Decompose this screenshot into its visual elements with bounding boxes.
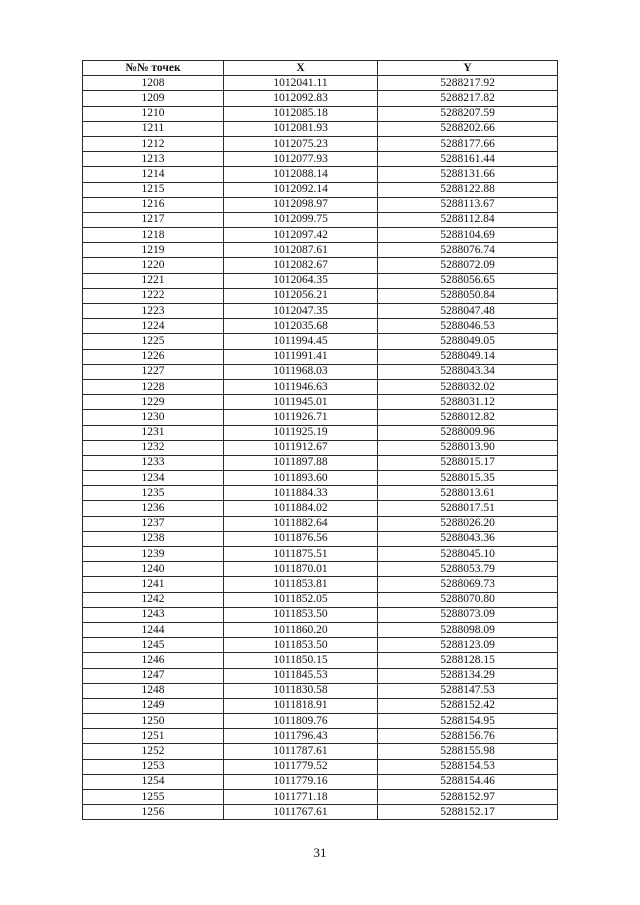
page-number: 31: [313, 845, 327, 860]
cell-x: 1012056.21: [224, 288, 378, 303]
cell-x: 1011945.01: [224, 395, 378, 410]
cell-point-number: 1230: [83, 410, 224, 425]
cell-y: 5288046.53: [378, 319, 558, 334]
table-header-row: [83, 61, 558, 76]
table-row: [83, 425, 558, 440]
cell-x: 1011809.76: [224, 714, 378, 729]
cell-point-number: 1213: [83, 152, 224, 167]
cell-y: 5288017.51: [378, 501, 558, 516]
table-row: [83, 106, 558, 121]
table-row: [83, 653, 558, 668]
table-row: [83, 334, 558, 349]
cell-point-number: 1249: [83, 698, 224, 713]
table-row: [83, 197, 558, 212]
cell-x: 1012098.97: [224, 197, 378, 212]
cell-x: 1011845.53: [224, 668, 378, 683]
cell-y: 5288045.10: [378, 547, 558, 562]
cell-point-number: 1239: [83, 547, 224, 562]
cell-x: 1012092.14: [224, 182, 378, 197]
table-row: [83, 288, 558, 303]
cell-x: 1011796.43: [224, 729, 378, 744]
cell-x: 1011925.19: [224, 425, 378, 440]
cell-point-number: 1250: [83, 714, 224, 729]
cell-x: 1011884.33: [224, 486, 378, 501]
cell-point-number: 1231: [83, 425, 224, 440]
table-row: [83, 683, 558, 698]
cell-x: 1012041.11: [224, 76, 378, 91]
table-row: [83, 167, 558, 182]
cell-point-number: 1253: [83, 759, 224, 774]
table-row: [83, 440, 558, 455]
cell-point-number: 1235: [83, 486, 224, 501]
cell-point-number: 1255: [83, 790, 224, 805]
cell-point-number: 1228: [83, 379, 224, 394]
cell-point-number: 1241: [83, 577, 224, 592]
cell-y: 5288047.48: [378, 304, 558, 319]
cell-x: 1011779.16: [224, 774, 378, 789]
cell-x: 1012085.18: [224, 106, 378, 121]
table-row: [83, 258, 558, 273]
cell-x: 1012097.42: [224, 228, 378, 243]
cell-point-number: 1212: [83, 136, 224, 151]
cell-point-number: 1238: [83, 531, 224, 546]
cell-y: 5288104.69: [378, 228, 558, 243]
cell-x: 1011853.50: [224, 638, 378, 653]
cell-y: 5288043.34: [378, 364, 558, 379]
cell-point-number: 1234: [83, 471, 224, 486]
cell-point-number: 1209: [83, 91, 224, 106]
cell-point-number: 1237: [83, 516, 224, 531]
table-row: [83, 592, 558, 607]
cell-point-number: 1242: [83, 592, 224, 607]
cell-point-number: 1248: [83, 683, 224, 698]
cell-x: 1011994.45: [224, 334, 378, 349]
cell-y: 5288207.59: [378, 106, 558, 121]
table-row: [83, 714, 558, 729]
cell-point-number: 1211: [83, 121, 224, 136]
cell-y: 5288131.66: [378, 167, 558, 182]
cell-point-number: 1225: [83, 334, 224, 349]
table-row: [83, 304, 558, 319]
table-row: [83, 410, 558, 425]
cell-y: 5288053.79: [378, 562, 558, 577]
table-row: [83, 212, 558, 227]
cell-y: 5288152.97: [378, 790, 558, 805]
cell-x: 1012077.93: [224, 152, 378, 167]
cell-y: 5288009.96: [378, 425, 558, 440]
cell-y: 5288217.92: [378, 76, 558, 91]
cell-point-number: 1256: [83, 805, 224, 820]
cell-x: 1011779.52: [224, 759, 378, 774]
cell-y: 5288013.61: [378, 486, 558, 501]
cell-y: 5288012.82: [378, 410, 558, 425]
cell-x: 1012035.68: [224, 319, 378, 334]
table-row: [83, 486, 558, 501]
table-row: [83, 319, 558, 334]
cell-point-number: 1243: [83, 607, 224, 622]
cell-point-number: 1232: [83, 440, 224, 455]
cell-y: 5288113.67: [378, 197, 558, 212]
cell-x: 1011860.20: [224, 622, 378, 637]
cell-y: 5288161.44: [378, 152, 558, 167]
cell-y: 5288050.84: [378, 288, 558, 303]
cell-x: 1011853.50: [224, 607, 378, 622]
table-row: [83, 91, 558, 106]
cell-x: 1011897.88: [224, 455, 378, 470]
cell-x: 1012099.75: [224, 212, 378, 227]
cell-x: 1012082.67: [224, 258, 378, 273]
cell-x: 1011787.61: [224, 744, 378, 759]
table-row: [83, 136, 558, 151]
table-row: [83, 501, 558, 516]
cell-y: 5288049.14: [378, 349, 558, 364]
table-row: [83, 531, 558, 546]
cell-y: 5288217.82: [378, 91, 558, 106]
cell-y: 5288098.09: [378, 622, 558, 637]
cell-y: 5288128.15: [378, 653, 558, 668]
cell-point-number: 1221: [83, 273, 224, 288]
cell-point-number: 1251: [83, 729, 224, 744]
cell-point-number: 1227: [83, 364, 224, 379]
cell-point-number: 1247: [83, 668, 224, 683]
cell-x: 1012081.93: [224, 121, 378, 136]
cell-point-number: 1223: [83, 304, 224, 319]
cell-point-number: 1233: [83, 455, 224, 470]
cell-y: 5288056.65: [378, 273, 558, 288]
cell-y: 5288049.05: [378, 334, 558, 349]
table-row: [83, 744, 558, 759]
cell-y: 5288013.90: [378, 440, 558, 455]
table-row: [83, 790, 558, 805]
cell-x: 1011853.81: [224, 577, 378, 592]
cell-x: 1011884.02: [224, 501, 378, 516]
cell-y: 5288152.17: [378, 805, 558, 820]
table-row: [83, 395, 558, 410]
cell-x: 1012088.14: [224, 167, 378, 182]
cell-x: 1011876.56: [224, 531, 378, 546]
cell-point-number: 1208: [83, 76, 224, 91]
cell-point-number: 1236: [83, 501, 224, 516]
cell-x: 1012075.23: [224, 136, 378, 151]
table-row: [83, 668, 558, 683]
table-row: [83, 228, 558, 243]
cell-x: 1011818.91: [224, 698, 378, 713]
cell-point-number: 1224: [83, 319, 224, 334]
cell-point-number: 1244: [83, 622, 224, 637]
cell-y: 5288147.53: [378, 683, 558, 698]
cell-point-number: 1214: [83, 167, 224, 182]
cell-y: 5288177.66: [378, 136, 558, 151]
cell-point-number: 1254: [83, 774, 224, 789]
cell-point-number: 1215: [83, 182, 224, 197]
cell-point-number: 1222: [83, 288, 224, 303]
header-x: X: [224, 61, 378, 76]
cell-point-number: 1218: [83, 228, 224, 243]
cell-y: 5288112.84: [378, 212, 558, 227]
cell-x: 1011926.71: [224, 410, 378, 425]
cell-point-number: 1245: [83, 638, 224, 653]
cell-x: 1012047.35: [224, 304, 378, 319]
cell-y: 5288015.35: [378, 471, 558, 486]
cell-point-number: 1252: [83, 744, 224, 759]
coordinates-table: [82, 60, 558, 820]
table-body: [83, 76, 558, 820]
table-row: [83, 471, 558, 486]
header-point-number: №№ точек: [83, 61, 224, 76]
table-row: [83, 774, 558, 789]
cell-y: 5288155.98: [378, 744, 558, 759]
cell-point-number: 1226: [83, 349, 224, 364]
cell-y: 5288134.29: [378, 668, 558, 683]
cell-y: 5288154.46: [378, 774, 558, 789]
header-y: Y: [378, 61, 558, 76]
table-row: [83, 698, 558, 713]
cell-y: 5288076.74: [378, 243, 558, 258]
table-row: [83, 273, 558, 288]
cell-point-number: 1229: [83, 395, 224, 410]
cell-point-number: 1240: [83, 562, 224, 577]
cell-x: 1011912.67: [224, 440, 378, 455]
table-row: [83, 607, 558, 622]
table-row: [83, 364, 558, 379]
cell-x: 1011850.15: [224, 653, 378, 668]
cell-x: 1011767.61: [224, 805, 378, 820]
cell-y: 5288123.09: [378, 638, 558, 653]
cell-x: 1011946.63: [224, 379, 378, 394]
table-row: [83, 182, 558, 197]
table-header: [83, 61, 558, 76]
cell-x: 1011771.18: [224, 790, 378, 805]
cell-point-number: 1219: [83, 243, 224, 258]
cell-point-number: 1217: [83, 212, 224, 227]
cell-x: 1012092.83: [224, 91, 378, 106]
cell-x: 1011893.60: [224, 471, 378, 486]
cell-y: 5288122.88: [378, 182, 558, 197]
cell-x: 1011830.58: [224, 683, 378, 698]
table-row: [83, 622, 558, 637]
table-row: [83, 729, 558, 744]
cell-y: 5288156.76: [378, 729, 558, 744]
cell-y: 5288032.02: [378, 379, 558, 394]
table-row: [83, 152, 558, 167]
table-row: [83, 759, 558, 774]
cell-x: 1011870.01: [224, 562, 378, 577]
cell-point-number: 1210: [83, 106, 224, 121]
cell-x: 1011882.64: [224, 516, 378, 531]
cell-y: 5288031.12: [378, 395, 558, 410]
cell-y: 5288152.42: [378, 698, 558, 713]
table-row: [83, 121, 558, 136]
cell-y: 5288070.80: [378, 592, 558, 607]
cell-y: 5288154.53: [378, 759, 558, 774]
cell-y: 5288073.09: [378, 607, 558, 622]
cell-x: 1011875.51: [224, 547, 378, 562]
cell-x: 1012087.61: [224, 243, 378, 258]
cell-y: 5288015.17: [378, 455, 558, 470]
cell-x: 1011991.41: [224, 349, 378, 364]
table-row: [83, 547, 558, 562]
cell-x: 1012064.35: [224, 273, 378, 288]
cell-x: 1011852.05: [224, 592, 378, 607]
cell-y: 5288069.73: [378, 577, 558, 592]
cell-point-number: 1216: [83, 197, 224, 212]
table-row: [83, 243, 558, 258]
table-row: [83, 638, 558, 653]
cell-y: 5288202.66: [378, 121, 558, 136]
cell-y: 5288072.09: [378, 258, 558, 273]
table-row: [83, 516, 558, 531]
cell-y: 5288154.95: [378, 714, 558, 729]
cell-y: 5288026.20: [378, 516, 558, 531]
table-row: [83, 562, 558, 577]
table-row: [83, 76, 558, 91]
cell-y: 5288043.36: [378, 531, 558, 546]
cell-point-number: 1246: [83, 653, 224, 668]
table-row: [83, 379, 558, 394]
table-row: [83, 577, 558, 592]
cell-x: 1011968.03: [224, 364, 378, 379]
table-row: [83, 349, 558, 364]
table-row: [83, 455, 558, 470]
cell-point-number: 1220: [83, 258, 224, 273]
table-row: [83, 805, 558, 820]
